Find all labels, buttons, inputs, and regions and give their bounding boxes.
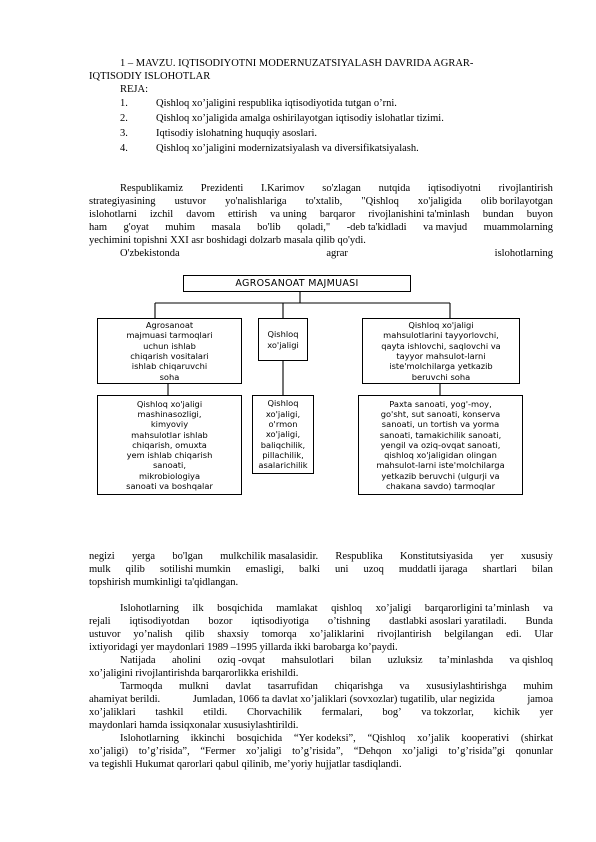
text-segment: rejali	[89, 616, 111, 627]
text-segment: yer	[539, 707, 553, 718]
text-segment: kooperativi	[461, 733, 510, 744]
text-segment: mulkni	[179, 681, 209, 692]
text-segment: agrar	[326, 248, 348, 259]
text-segment: Respublika	[335, 551, 383, 562]
topic-heading-line2: IQTISODIY ISLOHOTLAR	[89, 71, 211, 82]
text-segment: yer	[490, 551, 504, 562]
diagram-box-production-means: Agrosanoat majmuasi tarmoqlari uchun ishlab chiqarish vositalari ishlab chiqaruvchi soha	[97, 318, 242, 384]
text-segment: ahamiyat berildi.	[89, 694, 161, 705]
text-segment: bosqichida	[217, 603, 263, 614]
text-segment: shaxsiy	[217, 629, 249, 640]
paragraph-stage1-line	[120, 602, 553, 615]
plan-item-number: 2.	[120, 113, 128, 124]
paragraph-stage2-line: va tegishli Hukumat qarorlari qabul qilinib, me’yoriy hujjatlar tasdiqlandi.	[89, 759, 402, 770]
text-segment: barqaror	[319, 209, 356, 220]
text-segment: xususiy	[520, 551, 553, 562]
text-segment: o’tishning	[327, 616, 371, 627]
text-segment: muhim	[165, 222, 196, 233]
text-segment: ta’minlashda	[438, 655, 494, 666]
text-segment: Ular	[534, 629, 553, 640]
text-segment: qilib	[125, 564, 145, 575]
paragraph-intro-line: yechimini topishni XXI asr boshidagi dolzarb masala qilib qo'ydi.	[89, 235, 366, 246]
text-segment: “Qishloq	[367, 733, 406, 744]
text-segment: O'zbekistonda	[120, 248, 180, 259]
text-segment: va mavjud	[423, 222, 468, 233]
paragraph-stage2-line	[89, 745, 553, 758]
text-segment: davom	[186, 209, 215, 220]
plan-label: REJA:	[120, 84, 149, 95]
diagram-box-machinery-chemicals: Qishloq xo'jaligi mashinasozligi, kimyoviy mahsulotlar ishlab chiqarish, omuxta yem ishlab chiqarish sanoati, mikrobiologiya sanoati va boshqalar	[97, 395, 242, 495]
text-segment: strategiyasining	[89, 196, 156, 207]
plan-item-number: 4.	[120, 143, 128, 154]
text-segment: chiqarishga	[334, 681, 383, 692]
text-segment: dastlabki asoslari yaratiladi.	[389, 616, 507, 627]
text-segment: bo'lgan	[172, 551, 203, 562]
text-segment: rivojlantirish	[498, 183, 553, 194]
text-segment: bundan	[482, 209, 514, 220]
text-segment: xususiylashtirishga	[426, 681, 507, 692]
text-segment: islohotlarning	[494, 248, 553, 259]
text-segment: xo’jaligi)	[89, 746, 129, 757]
text-segment: Natijada	[120, 655, 156, 666]
diagram-box-agriculture: Qishloq xo'jaligi	[258, 318, 308, 361]
text-segment: shartlari	[482, 564, 517, 575]
plan-item-text: Iqtisodiy islohatning huquqiy asoslari.	[156, 128, 317, 139]
text-segment: va uning	[270, 209, 307, 220]
text-segment: “Dehqon	[353, 746, 392, 757]
text-segment: izchil	[149, 209, 174, 220]
text-segment: Islohotlarning	[120, 733, 179, 744]
text-segment: “Fermer	[200, 746, 236, 757]
text-segment: jamoa	[527, 694, 553, 705]
text-segment: tomorqa	[261, 629, 297, 640]
paragraph-stage1-line	[120, 654, 553, 667]
text-segment: bog’	[382, 707, 402, 718]
text-segment: mahsulotlari	[281, 655, 334, 666]
paragraph-stage1-line: ixtiyoridagi yer maydonlari 1989 –1995 yillarda ikki barobarga ko’paydi.	[89, 642, 398, 653]
text-segment: (shirkat	[520, 733, 553, 744]
text-segment: uzluksiz	[387, 655, 423, 666]
text-segment: xo’jaliklarini	[309, 629, 365, 640]
text-segment: to'xtalib,	[305, 196, 343, 207]
text-segment: qonunlar	[515, 746, 553, 757]
text-segment: masala	[211, 222, 241, 233]
diagram-title: AGROSANOAT MAJMUASI	[183, 275, 411, 292]
text-segment: ustuvor	[89, 629, 121, 640]
paragraph-land-line	[89, 550, 553, 563]
text-segment: xo’jalik	[417, 733, 450, 744]
text-segment: iqtisodiyotni	[427, 183, 481, 194]
paragraph-stage2-line	[120, 732, 553, 745]
text-segment: fermalari,	[321, 707, 363, 718]
text-segment: va	[543, 603, 553, 614]
text-segment: Respublikamiz	[120, 183, 183, 194]
text-segment: islohotlarni	[89, 209, 137, 220]
text-segment: Bunda	[525, 616, 553, 627]
text-segment: ettirish	[227, 209, 258, 220]
text-segment: Konstitutsiyasida	[399, 551, 473, 562]
text-segment: to’g’risida”,	[138, 746, 190, 757]
text-segment: sotilishi mumkin	[159, 564, 231, 575]
paragraph-privatization-line	[89, 693, 553, 706]
paragraph-privatization-line	[120, 680, 553, 693]
text-segment: negizi	[89, 551, 115, 562]
paragraph-land-line: topshirish mumkinligi ta'qidlangan.	[89, 577, 239, 588]
text-segment: Jumladan, 1066 ta davlat xo’jaliklari (sovxozlar) tugatilib, ular negizida	[192, 694, 495, 705]
text-segment: muddatli ijaraga	[398, 564, 468, 575]
text-segment: bozor	[208, 616, 233, 627]
text-segment: so'zlagan	[322, 183, 361, 194]
text-segment: uni	[335, 564, 349, 575]
text-segment: -deb ta'kidladi	[346, 222, 407, 233]
text-segment: Tarmoqda	[120, 681, 163, 692]
plan-item-text: Qishloq xo’jaligini modernizatsiyalash va diversifikatsiyalash.	[156, 143, 419, 154]
text-segment: tasarrufidan	[267, 681, 318, 692]
text-segment: va tokzorlar,	[421, 707, 474, 718]
text-segment: bilan	[350, 655, 372, 666]
paragraph-stage1-line	[89, 615, 553, 628]
text-segment: nutqida	[378, 183, 411, 194]
text-segment: Prezidenti	[200, 183, 244, 194]
text-segment: balki	[299, 564, 321, 575]
paragraph-stage1-line: xo’jaligini rivojlantirishda barqarorlikka erishildi.	[89, 668, 299, 679]
plan-item-text: Qishloq xo’jaligida amalga oshirilayotgan iqtisodiy islohatlar tizimi.	[156, 113, 444, 124]
paragraph-land-line	[89, 563, 553, 576]
text-segment: aholini	[171, 655, 202, 666]
plan-item-text: Qishloq xo’jaligini respublika iqtisodiyotida tutgan o’rni.	[156, 98, 397, 109]
text-segment: qilib	[185, 629, 205, 640]
text-segment: bosqichida	[236, 733, 283, 744]
paragraph-privatization-line: maydonlari hamda issiqxonalar xususiylashtirildi.	[89, 720, 299, 731]
text-segment: qishloq	[331, 603, 363, 614]
text-segment: mulkchilik masalasidir.	[220, 551, 319, 562]
text-segment: iqtisodiyotdan	[129, 616, 190, 627]
text-segment: bilan	[531, 564, 553, 575]
diagram-box-processing-sphere: Qishloq xo'jaligi mahsulotlarini tayyorlovchi, qayta ishlovchi, saqlovchi va tayyor mahsulot-larni iste'molchilarga yetkazib beruvchi soha	[362, 318, 520, 384]
text-segment: to’g’risida”,	[292, 746, 344, 757]
text-segment: ustuvor	[174, 196, 207, 207]
text-segment: xo’jaliklari	[89, 707, 136, 718]
paragraph-privatization-line	[89, 706, 553, 719]
plan-item-number: 3.	[120, 128, 128, 139]
text-segment: yo'nalishlariga	[225, 196, 287, 207]
text-segment: iqtisodiyotiga	[251, 616, 309, 627]
diagram-box-farming-branches: Qishloq xo'jaligi, o'rmon xo'jaligi, baliqchilik, pillachilik, asalarichilik	[252, 395, 314, 474]
text-segment: muhim	[523, 681, 553, 692]
text-segment: ham	[89, 222, 108, 233]
text-segment: rivojlanishini ta'minlash	[368, 209, 470, 220]
text-segment: etildi.	[203, 707, 228, 718]
text-segment: buyon	[526, 209, 553, 220]
text-segment: olib borilayotgan	[480, 196, 553, 207]
text-segment: rivojlantirish	[377, 629, 432, 640]
text-segment: belgilangan	[444, 629, 494, 640]
text-segment: oziq -ovqat	[217, 655, 265, 666]
text-segment: muammolarning	[483, 222, 553, 233]
text-segment: yo’nalish	[133, 629, 173, 640]
text-segment: mamlakat	[276, 603, 318, 614]
text-segment: mulk	[89, 564, 111, 575]
text-segment: va qishloq	[509, 655, 553, 666]
text-segment: “Yer kodeksi”,	[293, 733, 356, 744]
text-segment: edi.	[506, 629, 522, 640]
diagram-box-industries: Paxta sanoati, yog'-moy, go'sht, sut sanoati, konserva sanoati, un tortish va yorma sanoati, tamakichilik sanoati, yengil va oziq-ovqat sanoati, qishloq xo'jaligidan olingan mahsulot-larni iste'molchilarga yetkazib beruvchi (ulgurji va chakana savdo) tarmoqlar	[358, 395, 523, 495]
text-segment: bo'lib	[257, 222, 281, 233]
text-segment: tashkil	[155, 707, 184, 718]
text-segment: xo’jaligi	[245, 746, 282, 757]
text-segment: uzoq	[363, 564, 384, 575]
text-segment: I.Karimov	[261, 183, 305, 194]
text-segment: xo’jaligi	[402, 746, 438, 757]
text-segment: ilk	[192, 603, 204, 614]
text-segment: kichik	[493, 707, 520, 718]
text-segment: ikkinchi	[190, 733, 226, 744]
text-segment: barqarorligini ta’minlash	[424, 603, 530, 614]
text-segment: yerga	[131, 551, 156, 562]
paragraph-stage1-line	[89, 628, 553, 641]
plan-item-number: 1.	[120, 98, 128, 109]
text-segment: to’g’risida”gi	[448, 746, 506, 757]
text-segment: Islohotlarning	[120, 603, 179, 614]
text-segment: Chorvachilik	[246, 707, 302, 718]
text-segment: emasligi,	[245, 564, 284, 575]
text-segment: xo'jaligida	[417, 196, 462, 207]
text-segment: davlat	[225, 681, 252, 692]
topic-heading-line1: 1 – MAVZU. IQTISODIYOTNI MODERNUZATSIYALASH DAVRIDA AGRAR-	[120, 58, 474, 69]
text-segment: va	[399, 681, 410, 692]
text-segment: xo’jaligi	[375, 603, 412, 614]
text-segment: "Qishloq	[361, 196, 399, 207]
text-segment: qoladi,"	[297, 222, 331, 233]
text-segment: g'oyat	[123, 222, 149, 233]
